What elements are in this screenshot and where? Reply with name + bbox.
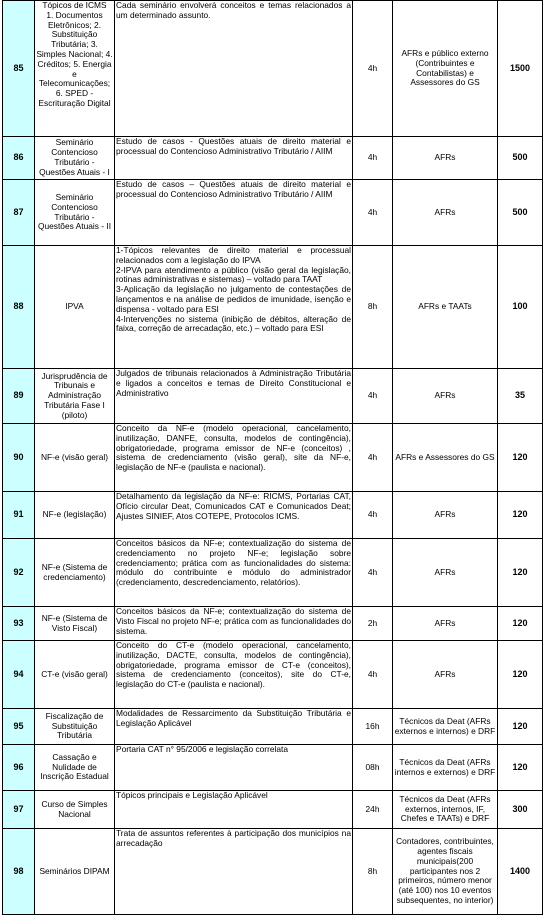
row-hours: 4h [353, 641, 393, 709]
row-participants: 120 [498, 641, 543, 709]
row-number: 95 [3, 709, 35, 745]
row-number: 91 [3, 492, 35, 539]
row-hours: 4h [353, 369, 393, 424]
row-description: Detalhamento da legislação da NF-e: RICMS, Portarias CAT, Ofício circular Deat, Comunicados CAT e Comunicados Deat; Ajustes SINIEF, Atos COTEPE, Protocolos ICMS. [115, 492, 353, 539]
row-audience: Contadores, contribuintes, agentes fiscais municipais(200 participantes nos 2 primeiros, número menor (até 100) nos 10 eventos subsequentes, no interior) [393, 829, 498, 915]
row-title: IPVA [35, 246, 115, 369]
row-title: Seminário Contencioso Tributário - Questões Atuais - I [35, 137, 115, 180]
row-audience: AFRs [393, 641, 498, 709]
row-hours: 8h [353, 246, 393, 369]
row-title: Cassação e Nulidade de Inscrição Estadual [35, 745, 115, 791]
row-participants: 120 [498, 745, 543, 791]
row-participants: 120 [498, 709, 543, 745]
row-hours: 4h [353, 492, 393, 539]
row-title: Seminários DIPAM [35, 829, 115, 915]
row-title [35, 1, 115, 137]
row-participants: 300 [498, 791, 543, 829]
row-participants: 120 [498, 424, 543, 492]
row-audience: AFRs e Assessores do GS [393, 424, 498, 492]
row-participants: 500 [498, 180, 543, 246]
row-hours: 08h [353, 745, 393, 791]
row-audience: Técnicos da Deat (AFRs internos e externos) e DRF [393, 745, 498, 791]
row-audience: Técnicos da Deat (AFRs externos e internos) e DRF [393, 709, 498, 745]
training-table [2, 0, 543, 915]
row-description: Modalidades de Ressarcimento da Substituição Tributária e Legislação Aplicável [115, 709, 353, 745]
row-description: Conceitos básicos da NF-e; contextualização do sistema de credenciamento no projeto NF-e; legislação sobre credenciamento; prática com as funcionalidades do sistema: módulo do contribuinte e módulo do administrador (credenciamento, descredenciamento, relatórios). [115, 539, 353, 607]
row-hours: 2h [353, 607, 393, 641]
row-audience: AFRs [393, 539, 498, 607]
table-row [3, 745, 543, 791]
row-number: 85 [3, 1, 35, 137]
row-audience: AFRs [393, 137, 498, 180]
row-hours: 24h [353, 791, 393, 829]
row-description: Estudo de casos – Questões atuais de direito material e processual do Contencioso Administrativo Tributário / AIIM [115, 180, 353, 246]
row-participants: 1400 [498, 829, 543, 915]
row-hours: 8h [353, 829, 393, 915]
table-row [3, 791, 543, 829]
table-row [3, 709, 543, 745]
row-title: Curso de Simples Nacional [35, 791, 115, 829]
table-row [3, 539, 543, 607]
row-title-heading: Tópicos de ICMS 1. Documentos Eletrônicos; 2. Substituição Tributária; 3. Simples Nacional; 4. Créditos; 5. Energia e Telecomunicações; 6. SPED - Escrituração Digital [36, 0, 113, 108]
row-participants: 500 [498, 137, 543, 180]
row-title: Jurisprudência de Tribunais e Administração Tributária Fase I (piloto) [35, 369, 115, 424]
row-description [115, 246, 353, 369]
row-description: Cada seminário envolverá conceitos e temas relacionados a um determinado assunto. [115, 1, 353, 137]
row-number: 98 [3, 829, 35, 915]
table-body [3, 1, 543, 915]
row-description: Tópicos principais e Legislação Aplicável [115, 791, 353, 829]
row-hours: 4h [353, 424, 393, 492]
table-row [3, 137, 543, 180]
row-number: 88 [3, 246, 35, 369]
row-description: Julgados de tribunais relacionados à Administração Tributária e ligados a conceitos e temas de Direito Constitucional e Administrativo [115, 369, 353, 424]
row-participants: 35 [498, 369, 543, 424]
row-description: Portaria CAT n° 95/2006 e legislação correlata [115, 745, 353, 791]
row-number: 90 [3, 424, 35, 492]
row-description: Conceito do CT-e (modelo operacional, cancelamento, inutilização, DACTE, consulta, modelos de contingência), obrigatoriedade, programa emissor de CT-e (conceitos), sistema de credenciamento (conceitos), site do CT-e, legislação do CT-e (paulista e nacional). [115, 641, 353, 709]
row-number: 86 [3, 137, 35, 180]
row-title: Fiscalização de Substituição Tributária [35, 709, 115, 745]
row-title: CT-e (visão geral) [35, 641, 115, 709]
row-hours: 4h [353, 137, 393, 180]
table-row [3, 246, 543, 369]
table-row [3, 424, 543, 492]
row-description: Conceito da NF-e (modelo operacional, cancelamento, inutilização, DANFE, consulta, modelos de contingência), obrigatoriedade, programa emissor de NF-e (conceitos) , sistema de credenciamento (visão geral), site da NF-e, legislação de NF-e (paulista e nacional). [115, 424, 353, 492]
table-row [3, 492, 543, 539]
row-participants: 120 [498, 539, 543, 607]
table-row [3, 180, 543, 246]
row-title: Seminário Contencioso Tributário - Questões Atuais - II [35, 180, 115, 246]
row-description-text: 1-Tópicos relevantes de direito material e processual relacionados com a legislação do IPVA 2-IPVA para atendimento a público (visão geral da legislação, rotinas administrativas e sistemas) – voltado para TAAT 3-Aplicação da legislação no julgamento de contestações de lançamentos e na análise de pedidos de imunidade, isenção e dispensa - voltado para ESI 4-Intervenções no sistema (inibição de débitos, alteração de faixa, correção de arrecadação, etc.) – voltado para ESI [116, 245, 351, 334]
table-row [3, 369, 543, 424]
row-description: Trata de assuntos referentes à participação dos municípios na arrecadação [115, 829, 353, 915]
row-hours: 4h [353, 1, 393, 137]
row-participants: 120 [498, 607, 543, 641]
row-title: NF-e (legislação) [35, 492, 115, 539]
row-title: NF-e (visão geral) [35, 424, 115, 492]
row-title: NF-e (Sistema de credenciamento) [35, 539, 115, 607]
row-audience: AFRs e público externo (Contribuintes e Contabilistas) e Assessores do GS [393, 1, 498, 137]
row-audience: AFRs [393, 369, 498, 424]
row-title: NF-e (Sistema de Visto Fiscal) [35, 607, 115, 641]
row-participants: 100 [498, 246, 543, 369]
row-audience: AFRs e TAATs [393, 246, 498, 369]
row-number: 89 [3, 369, 35, 424]
row-number: 96 [3, 745, 35, 791]
table-row [3, 641, 543, 709]
row-hours: 16h [353, 709, 393, 745]
row-audience: AFRs [393, 492, 498, 539]
row-description: Conceitos básicos da NF-e; contextualização do sistema de Visto Fiscal no projeto NF-e; prática com as funcionalidades do sistema. [115, 607, 353, 641]
row-number: 92 [3, 539, 35, 607]
row-number: 94 [3, 641, 35, 709]
row-participants: 1500 [498, 1, 543, 137]
row-participants: 120 [498, 492, 543, 539]
row-audience: AFRs [393, 180, 498, 246]
table-row [3, 1, 543, 137]
row-number: 97 [3, 791, 35, 829]
row-hours: 4h [353, 180, 393, 246]
table-row [3, 607, 543, 641]
row-description: Estudo de casos - Questões atuais de direito material e processual do Contencioso Administrativo Tributário / AIIM [115, 137, 353, 180]
row-number: 93 [3, 607, 35, 641]
row-hours: 4h [353, 539, 393, 607]
row-audience: Técnicos da Deat (AFRs externos, internos, IF, Chefes e TAATs) e DRF [393, 791, 498, 829]
table-row [3, 829, 543, 915]
row-audience: AFRs [393, 607, 498, 641]
row-number: 87 [3, 180, 35, 246]
